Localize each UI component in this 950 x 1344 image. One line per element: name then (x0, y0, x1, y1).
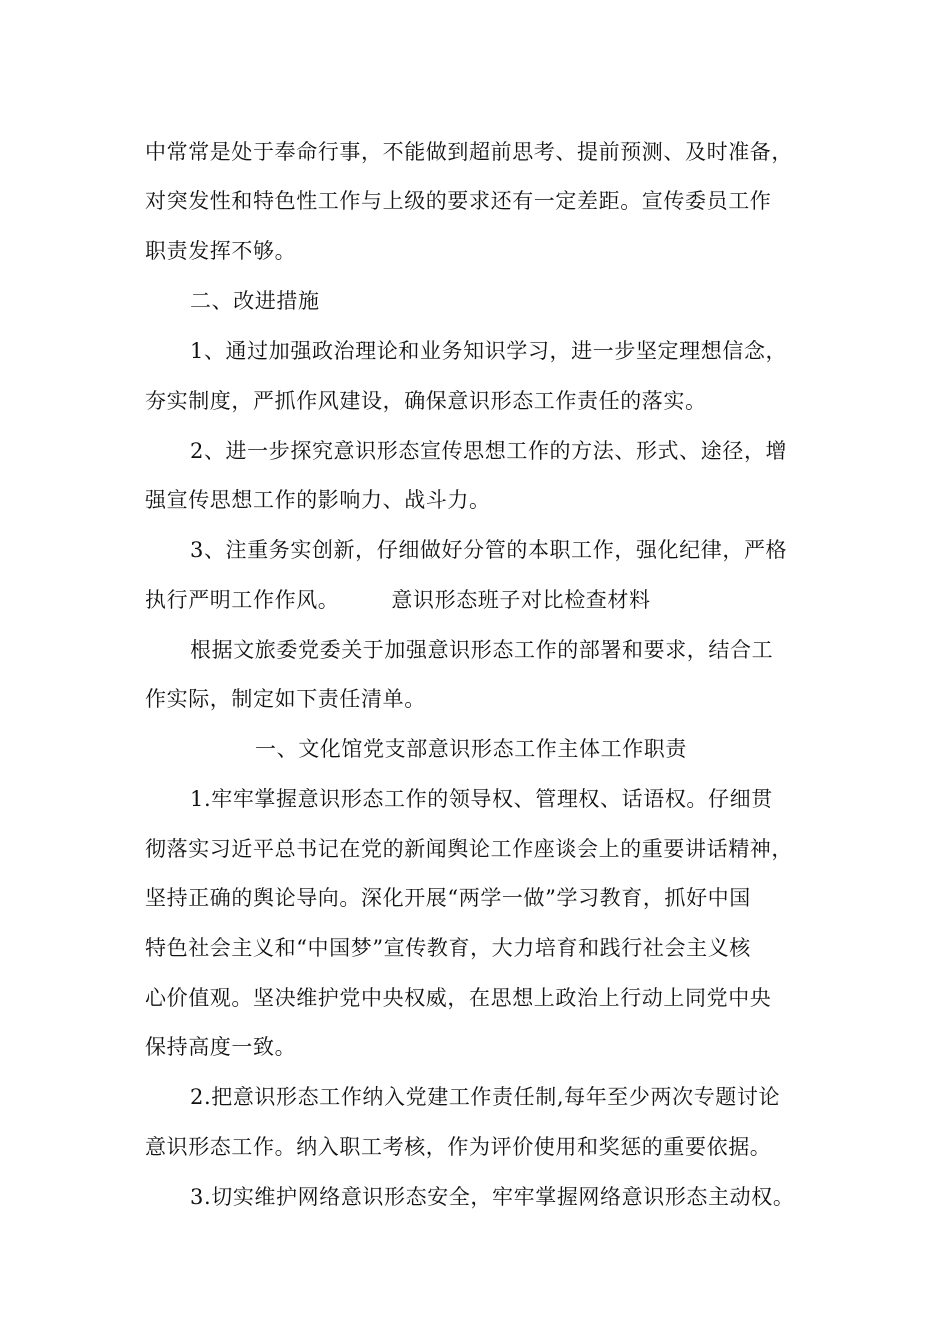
text-line: 根据文旅委党委关于加强意识形态工作的部署和要求，结合工 (190, 638, 774, 662)
text-line: 强宣传思想工作的影响力、战斗力。 (145, 488, 491, 512)
text-line: 3、注重务实创新，仔细做好分管的本职工作，强化纪律，严格 (190, 538, 788, 562)
text-line: 对突发性和特色性工作与上级的要求还有一定差距。宣传委员工作 (145, 189, 772, 213)
text-line: 职责发挥不够。 (145, 239, 297, 263)
text-line: 心价值观。坚决维护党中央权威，在思想上政治上行动上同党中央 (145, 986, 772, 1010)
text-line: 执行严明工作作风。 (145, 588, 340, 612)
text-line: 2、进一步探究意识形态宣传思想工作的方法、形式、途径，增 (190, 439, 788, 463)
text-line: 1、通过加强政治理论和业务知识学习，进一步坚定理想信念， (190, 339, 788, 363)
text-line-with-title (145, 585, 651, 615)
text-line: 2.把意识形态工作纳入党建工作责任制,每年至少两次专题讨论 (190, 1085, 781, 1109)
text-line: 意识形态工作。纳入职工考核，作为评价使用和奖惩的重要依据。 (145, 1135, 772, 1159)
text-line: 作实际，制定如下责任清单。 (145, 687, 426, 711)
text-line: 1.牢牢掌握意识形态工作的领导权、管理权、话语权。仔细贯 (190, 787, 773, 811)
text-line: 3.切实维护网络意识形态安全，牢牢掌握网络意识形态主动权。 (190, 1185, 795, 1209)
text-line: 彻落实习近平总书记在党的新闻舆论工作座谈会上的重要讲话精神， (145, 837, 793, 861)
text-line: 中常常是处于奉命行事，不能做到超前思考、提前预测、及时准备， (145, 140, 793, 164)
document-title: 意识形态班子对比检查材料 (391, 588, 651, 612)
section-heading-improvement: 二、改进措施 (190, 289, 320, 313)
text-line: 特色社会主义和“中国梦”宣传教育，大力培育和践行社会主义核 (145, 936, 751, 960)
text-line: 坚持正确的舆论导向。深化开展“两学一做”学习教育，抓好中国 (145, 886, 751, 910)
text-line: 保持高度一致。 (145, 1035, 297, 1059)
section-heading-responsibilities: 一、文化馆党支部意识形态工作主体工作职责 (255, 737, 687, 761)
text-line: 夯实制度，严抓作风建设，确保意识形态工作责任的落实。 (145, 389, 707, 413)
